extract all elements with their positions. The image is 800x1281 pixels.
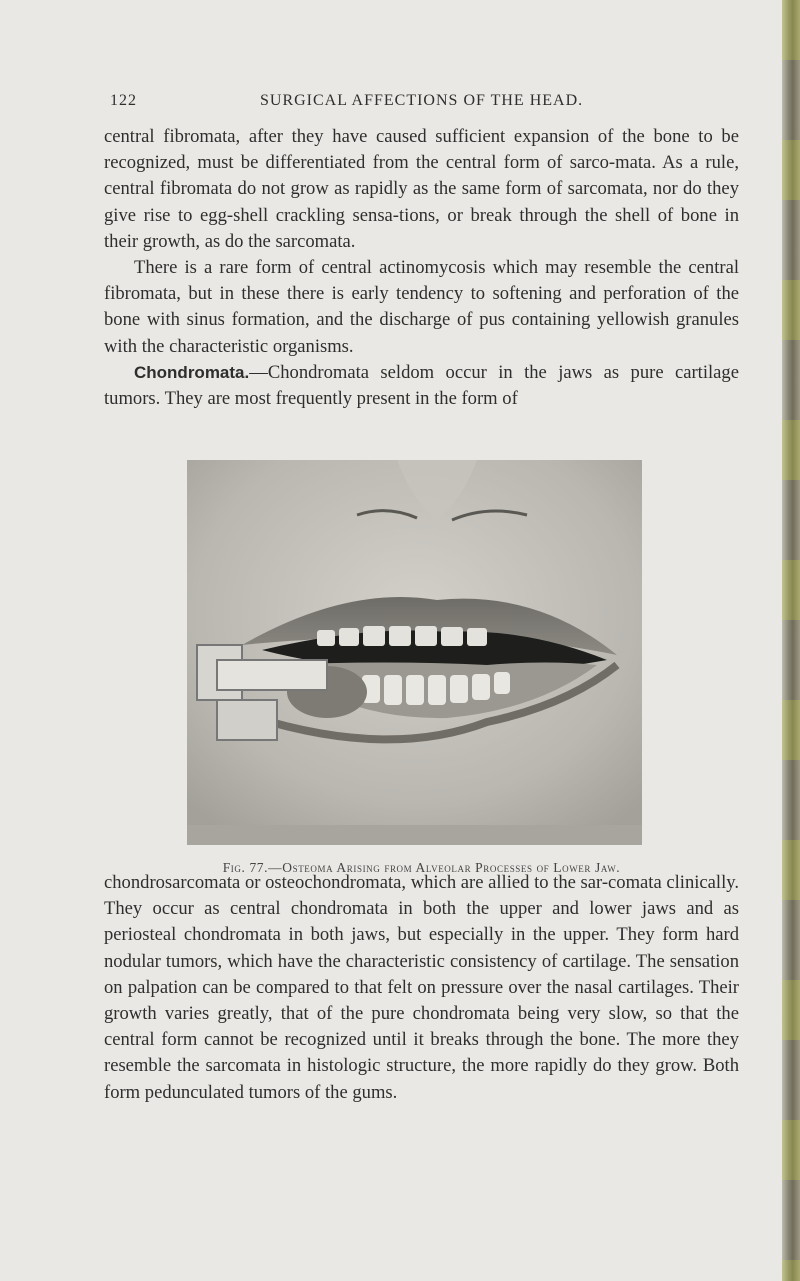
paragraph: central fibromata, after they have caused sufficient expansion of the bone to be recognized, must be differentiated from the central form of sarco-mata. As a rule, central fibromata do not grow as rapidly as the same form of sarcomata, nor do they give rise to egg-shell crackling sensa-tions, or break through the shell of bone in their growth, as do the sarcomata. [104,126,739,252]
running-head: SURGICAL AFFECTIONS OF THE HEAD. [260,92,584,109]
paragraph-text: —Chondromata seldom occur in the jaws as pure cartilage tumors. They are most frequently present in the form of [104,361,739,410]
body-text-top [104,124,739,412]
body-text-bottom [104,870,739,1106]
page-header [110,92,740,116]
figure-label: Fig. 77. [222,860,269,875]
paragraph: chondrosarcomata or osteochondromata, which are allied to the sar-comata clinically. They occur as central chondromata in both the upper and lower jaws and as periosteal chondromata in both jaws, but especially in the upper. They form hard nodular tumors, which have the characteristic consistency of cartilage. The sensation on palpation can be compared to that felt on pressure over the nasal cartilages. Their growth varies greatly, that of the pure chondromata being very slow, so that the central form cannot be recognized until it breaks through the bone. The more they resemble the sarcomata in histologic structure, the more rapidly do they grow. Both form pedunculated tumors of the gums. [104,872,740,1103]
figure-caption-text: —Osteoma Arising from Alveolar Processes of Lower Jaw. [268,860,621,875]
figure-photo-jaw [187,460,642,845]
page-number: 122 [110,92,137,109]
section-heading: Chondromata. [134,362,250,382]
paragraph: There is a rare form of central actinomycosis which may resemble the central fibromata, but in these there is early tendency to softening and perforation of the bone with sinus formation, and the discharge of pus containing yellowish granules with the characteristic organisms. [104,257,739,357]
paragraph [104,360,739,412]
page-edge-tint [782,0,800,1281]
jaw-photo-illustration [187,460,642,845]
